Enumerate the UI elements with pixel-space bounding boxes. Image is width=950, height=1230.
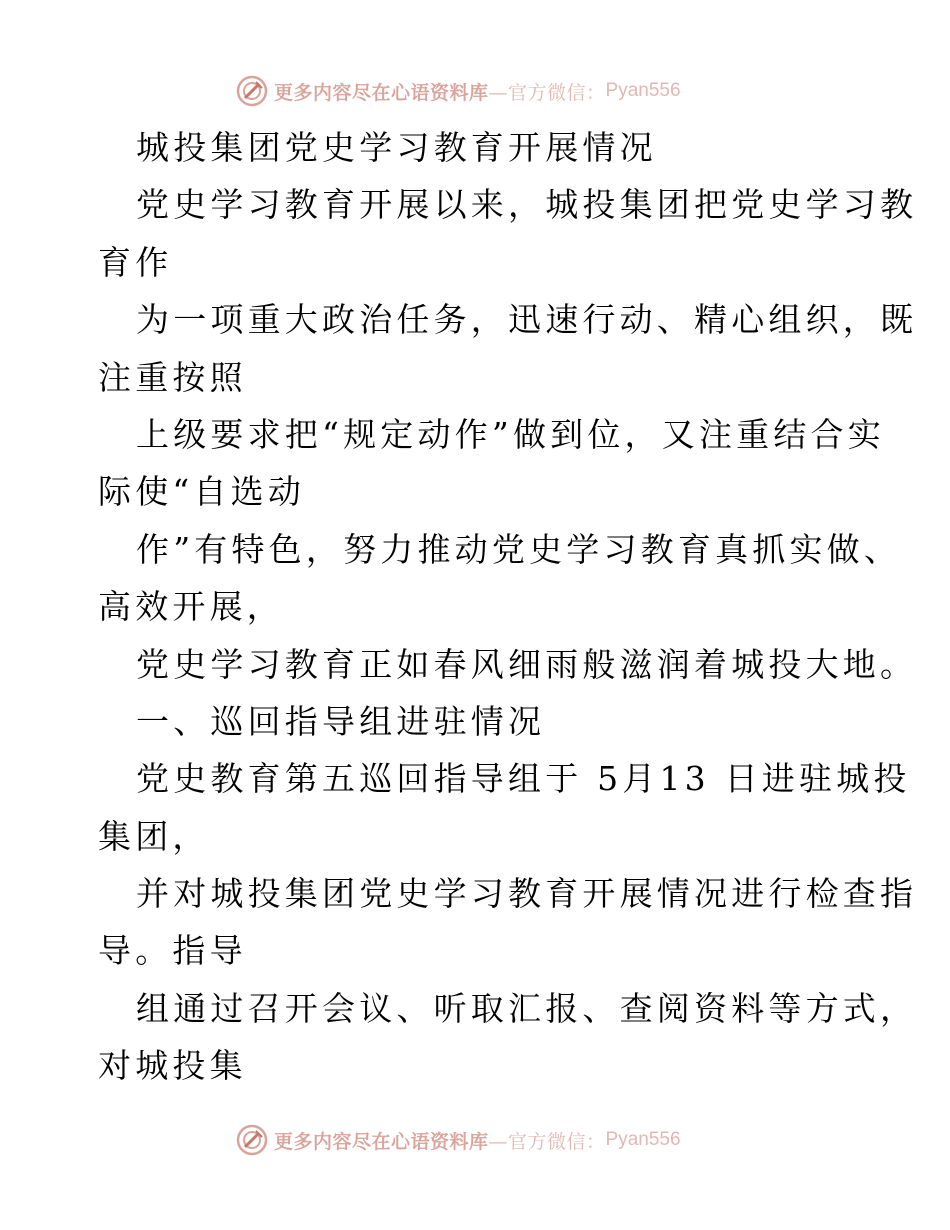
paragraph-line: 并对城投集团党史学习教育开展情况进行检查指 (136, 874, 918, 914)
document-title: 城投集团党史学习教育开展情况 (136, 128, 657, 167)
paragraph-line: 集团， (98, 816, 210, 856)
paragraph-line: 为一项重大政治任务，迅速行动、精心组织，既 (136, 300, 918, 340)
document-body (98, 119, 918, 1095)
watermark-sub-text: —官方微信： (488, 81, 606, 104)
paragraph-line: 党史学习教育正如春风细雨般滋润着城投大地。 (136, 644, 918, 684)
section-heading: 一、巡回指导组进驻情况 (136, 701, 546, 741)
paragraph-line: 党史教育第五巡回指导组于 5月13 日进驻城投 (136, 759, 911, 799)
paragraph-line: 组通过召开会议、听取汇报、查阅资料等方式， (136, 988, 918, 1028)
footer-watermark (236, 1123, 681, 1157)
paragraph-line: 际使“自选动 (98, 472, 306, 512)
watermark-main-text: 更多内容尽在心语资料库 (274, 1130, 489, 1153)
logo-seal-icon (236, 1124, 268, 1156)
header-watermark (236, 74, 681, 108)
watermark-main-text: 更多内容尽在心语资料库 (274, 81, 489, 104)
watermark-id-text: Pyan556 (605, 80, 681, 101)
paragraph-line: 育作 (98, 242, 173, 282)
paragraph-line: 党史学习教育开展以来，城投集团把党史学习教 (136, 185, 918, 225)
paragraph-line: 注重按照 (98, 357, 247, 397)
watermark-id-text: Pyan556 (605, 1129, 681, 1150)
logo-seal-icon (236, 75, 268, 107)
watermark-sub-text: —官方微信： (488, 1130, 606, 1153)
paragraph-line: 作”有特色，努力推动党史学习教育真抓实做、 (136, 529, 902, 569)
paragraph-line: 高效开展， (98, 587, 284, 627)
paragraph-line: 导。指导 (98, 931, 247, 971)
paragraph-line: 上级要求把“规定动作”做到位，又注重结合实 (136, 414, 885, 454)
paragraph-line: 对城投集 (98, 1046, 247, 1086)
